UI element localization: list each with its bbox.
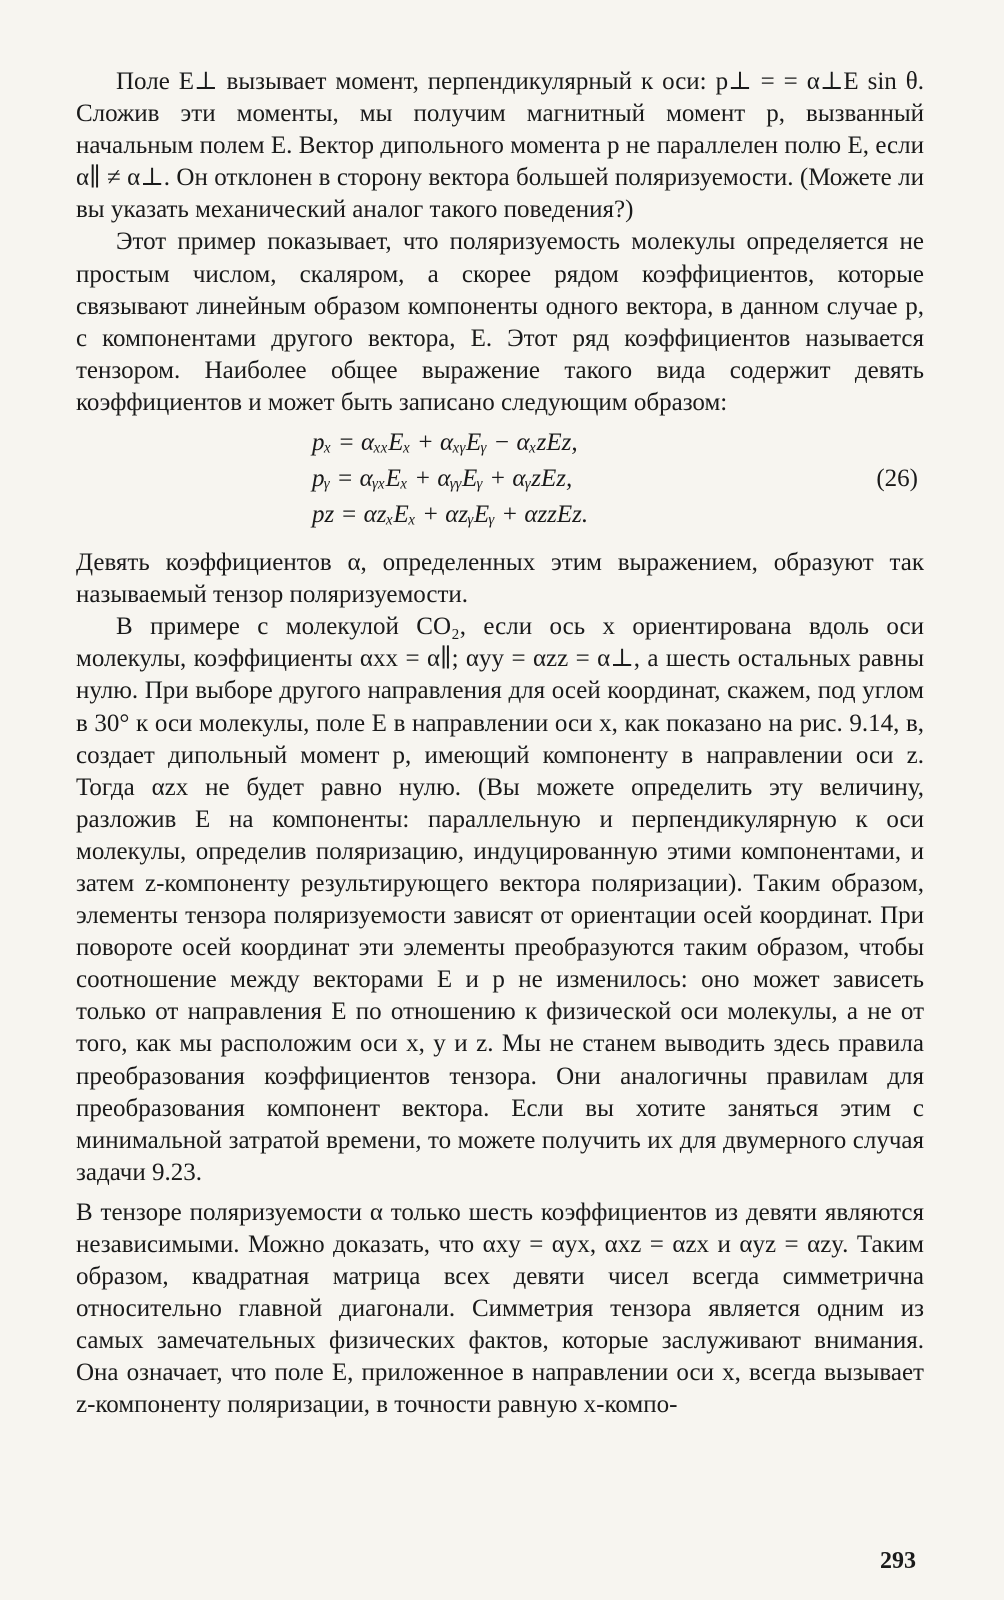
paragraph-5: В тензоре поляризуемости α только шесть коэффициентов из девяти являются независимыми. Можно доказать, что αxy = αyx, αxz = αzx и αyz = αzy. Таким образом, квадратная матрица всех девяти чисел всегда симметрична относительно главной диагонали. Симметрия тензора является одним из самых замечательных физических фактов, которые заслуживают внимания. Она означает, что поле E, приложенное в направлении оси x, всегда вызывает z-компоненту поляризации, в точности равную x-компо-	[76, 1198, 924, 1419]
equation-number: (26)	[876, 465, 918, 493]
page-number: 293	[880, 1548, 916, 1574]
equation-line-2: pᵧ = αᵧₓEₓ + αᵧᵧEᵧ + αᵧzEz,	[312, 465, 573, 493]
equation-line-3: pz = αzₓEₓ + αzᵧEᵧ + αzzEz.	[312, 501, 589, 529]
paragraph-3: Девять коэффициентов α, определенных этим выражением, образуют так называемый тензор поляризуемости.	[76, 549, 924, 609]
paragraph-1: Поле E⊥ вызывает момент, перпендикулярный к оси: p⊥ = = α⊥E sin θ. Сложив эти моменты, мы получим магнитный момент p, вызванный начальным полем E. Вектор дипольного момента p не параллелен полю E, если α∥ ≠ α⊥. Он отклонен в сторону вектора большей поляризуемости. (Можете ли вы указать механический аналог такого поведения?)	[76, 68, 924, 224]
equation-line-1: pₓ = αₓₓEₓ + αₓᵧEᵧ − αₓzEz,	[312, 429, 578, 457]
paragraph-4: В примере с молекулой CO₂, если ось x ориентирована вдоль оси молекулы, коэффициенты αxx = α∥; αyy = αzz = α⊥, а шесть остальных равны нулю. При выборе другого направления для осей координат, скажем, под углом в 30° к оси молекулы, поле E в направлении оси x, как показано на рис. 9.14, в, создает дипольный момент p, имеющий компоненту в направлении оси z. Тогда αzx не будет равно нулю. (Вы можете определить эту величину, разложив E на компоненты: параллельную и перпендикулярную к оси молекулы, определив поляризацию, индуцированную этими компонентами, и затем z-компоненту результирующего вектора поляризации). Таким образом, элементы тензора поляризуемости зависят от ориентации осей координат. При повороте осей координат эти элементы преобразуются таким образом, чтобы соотношение между векторами E и p не изменилось: оно может зависеть только от направления E по отношению к физической оси молекулы, а не от того, как мы расположим оси x, y и z. Мы не станем выводить здесь правила преобразования коэффициентов тензора. Они аналогичны правилам для преобразования компонент вектора. Если вы хотите заняться этим с минимальной затратой времени, то можете получить их для двумерного случая задачи 9.23.	[76, 613, 924, 1186]
equation-block	[76, 425, 924, 537]
paragraph-2: Этот пример показывает, что поляризуемость молекулы определяется не простым числом, скаляром, а скорее рядом коэффициентов, которые связывают линейным образом компоненты одного вектора, в данном случае p, с компонентами другого вектора, E. Этот ряд коэффициентов называется тензором. Наиболее общее выражение такого вида содержит девять коэффициентов и может быть записано следующим образом:	[76, 228, 924, 416]
